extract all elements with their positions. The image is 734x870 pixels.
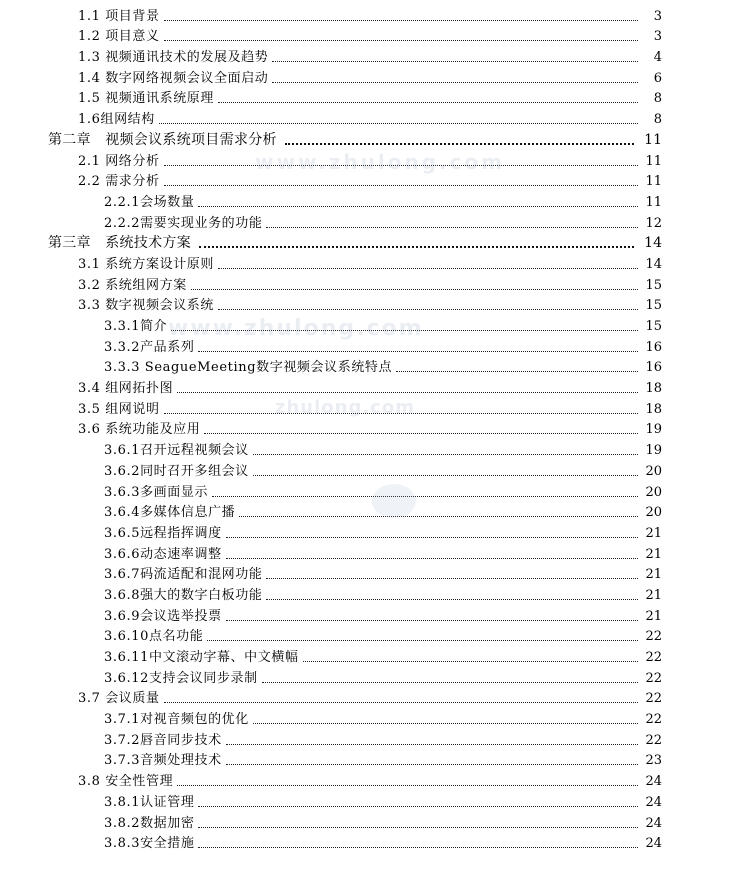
toc-entry[interactable] [0, 832, 734, 853]
toc-page-number: 11 [644, 131, 662, 148]
toc-dot-leader [164, 412, 638, 414]
toc-entry[interactable] [0, 149, 734, 170]
toc-dot-leader [159, 122, 638, 124]
toc-entry-title: 3.7.1对视音频包的优化 [104, 712, 249, 728]
toc-page-number: 23 [645, 753, 662, 769]
toc-entry[interactable] [0, 294, 734, 315]
toc-entry-title: 3.8.3安全措施 [104, 836, 195, 852]
toc-entry-title: 3.6.9会议选举投票 [104, 608, 222, 624]
toc-entry-title: 3.4 组网拓扑图 [78, 381, 174, 397]
toc-entry-title: 3.2 系统组网方案 [78, 277, 187, 293]
toc-dot-leader [177, 391, 638, 393]
toc-dot-leader [171, 329, 638, 331]
toc-dot-leader [226, 557, 638, 559]
toc-page-number: 21 [645, 525, 662, 541]
toc-page-number: 15 [645, 277, 662, 293]
toc-entry-title: 3.6 系统功能及应用 [78, 422, 201, 438]
toc-entry[interactable] [0, 480, 734, 501]
toc-page-number: 24 [645, 794, 662, 810]
toc-entry-title: 3.6.10点名功能 [104, 629, 204, 645]
toc-entry[interactable] [0, 170, 734, 191]
toc-page-number: 24 [645, 836, 662, 852]
toc-entry-title: 3.7 会议质量 [78, 691, 160, 707]
toc-entry[interactable] [0, 335, 734, 356]
toc-page-number: 11 [645, 194, 662, 210]
toc-entry-title: 3.3 数字视频会议系统 [78, 298, 215, 314]
toc-dot-leader [262, 681, 638, 683]
toc-page-number: 11 [645, 153, 662, 169]
toc-dot-leader [164, 164, 638, 166]
toc-entry[interactable] [0, 790, 734, 811]
toc-page-number: 21 [645, 546, 662, 562]
watermark-text: www.zhulong.com [255, 150, 506, 174]
toc-dot-leader [212, 495, 638, 497]
toc-dot-leader [266, 226, 638, 228]
toc-entry[interactable] [0, 397, 734, 418]
toc-entry-title: 3.3.2产品系列 [104, 339, 195, 355]
toc-chapter-entry[interactable] [0, 232, 734, 253]
toc-dot-leader [253, 474, 638, 476]
toc-entry[interactable] [0, 252, 734, 273]
toc-dot-leader [164, 701, 638, 703]
toc-dot-leader [285, 142, 634, 145]
toc-page-number: 19 [645, 422, 662, 438]
toc-entry-title: 3.6.11中文滚动字幕、中文横幅 [104, 650, 299, 665]
toc-entry[interactable] [0, 687, 734, 708]
toc-page-number: 15 [645, 298, 662, 314]
toc-dot-leader [253, 453, 638, 455]
toc-page-number: 22 [645, 732, 662, 748]
toc-entry-title: 2.1 网络分析 [78, 153, 160, 169]
toc-page-number: 14 [645, 256, 662, 272]
toc-dot-leader [239, 515, 638, 517]
toc-dot-leader [253, 722, 638, 724]
toc-page-number: 4 [653, 50, 662, 66]
toc-dot-leader [218, 308, 638, 310]
toc-entry[interactable] [0, 604, 734, 625]
toc-page-number: 20 [645, 484, 662, 500]
toc-entry-title: 3.6.6动态速率调整 [104, 546, 222, 562]
toc-dot-leader [204, 432, 638, 434]
toc-entry-title: 3.3.1简介 [104, 319, 168, 334]
toc-chapter-entry[interactable] [0, 128, 734, 149]
toc-entry-title: 3.6.4多媒体信息广播 [104, 505, 236, 521]
toc-entry[interactable] [0, 728, 734, 749]
toc-page-number: 16 [645, 339, 662, 355]
toc-page-number: 22 [645, 650, 662, 665]
toc-dot-leader [226, 763, 638, 765]
toc-dot-leader [164, 39, 638, 41]
watermark-logo-icon [372, 484, 416, 518]
toc-dot-leader [198, 826, 638, 828]
toc-entry-title: 3.6.5远程指挥调度 [104, 525, 222, 541]
toc-page-number: 21 [645, 587, 662, 603]
toc-dot-leader [303, 660, 638, 662]
toc-entry[interactable] [0, 66, 734, 87]
toc-page-number: 22 [645, 712, 662, 728]
toc-entry[interactable] [0, 376, 734, 397]
toc-dot-leader [164, 184, 638, 186]
toc-page-number: 6 [653, 70, 662, 86]
toc-dot-leader [218, 101, 638, 103]
toc-entry-title: 3.6.2同时召开多组会议 [104, 463, 249, 479]
toc-entry-title: 1.1 项目背景 [78, 8, 160, 24]
toc-entry[interactable] [0, 438, 734, 459]
toc-entry-title: 第二章 视频会议系统项目需求分析 [48, 131, 277, 148]
toc-dot-leader [199, 245, 634, 248]
toc-entry[interactable] [0, 811, 734, 832]
toc-entry[interactable] [0, 749, 734, 770]
toc-page-number: 8 [653, 91, 662, 107]
toc-page-number: 20 [645, 463, 662, 479]
toc-entry-title: 3.3.3 SeagueMeeting数字视频会议系统特点 [104, 360, 393, 376]
toc-page-number: 16 [645, 360, 662, 376]
toc-dot-leader [396, 370, 638, 372]
toc-dot-leader [177, 784, 638, 786]
toc-page-number: 22 [645, 691, 662, 707]
toc-page-number: 12 [645, 215, 662, 231]
toc-page-number: 14 [644, 235, 662, 252]
toc-entry-title: 2.2.1会场数量 [104, 194, 195, 210]
toc-page-number: 8 [653, 112, 662, 128]
toc-entry-title: 3.6.3多画面显示 [104, 484, 209, 500]
toc-dot-leader [191, 288, 638, 290]
toc-page-number: 22 [645, 670, 662, 686]
toc-entry-title: 3.1 系统方案设计原则 [78, 256, 215, 272]
toc-entry-title: 第三章 系统技术方案 [48, 235, 191, 252]
toc-entry-title: 3.7.3音频处理技术 [104, 753, 222, 769]
toc-page-number: 21 [645, 608, 662, 624]
toc-entry[interactable] [0, 25, 734, 46]
toc-entry-title: 3.7.2唇音同步技术 [104, 732, 222, 748]
toc-dot-leader [272, 60, 638, 62]
toc-dot-leader [266, 577, 638, 579]
toc-entry-title: 3.6.12支持会议同步录制 [104, 670, 258, 686]
toc-entry[interactable] [0, 769, 734, 790]
toc-entry-title: 1.3 视频通讯技术的发展及趋势 [78, 50, 269, 66]
toc-page-number: 24 [645, 774, 662, 790]
toc-dot-leader [164, 19, 638, 21]
toc-entry[interactable] [0, 190, 734, 211]
toc-entry-title: 3.8 安全性管理 [78, 774, 174, 790]
toc-page-number: 3 [653, 8, 662, 24]
toc-entry[interactable] [0, 45, 734, 66]
toc-entry[interactable] [0, 314, 734, 335]
watermark-text: www.zhulong.com [168, 316, 424, 341]
toc-entry[interactable] [0, 418, 734, 439]
toc-entry-title: 3.8.1认证管理 [104, 794, 195, 810]
toc-entry[interactable] [0, 707, 734, 728]
toc-page-number: 11 [645, 174, 662, 190]
toc-dot-leader [198, 350, 638, 352]
toc-dot-leader [272, 81, 638, 83]
toc-entry-title: 1.4 数字网络视频会议全面启动 [78, 70, 269, 86]
toc-dot-leader [198, 846, 638, 848]
toc-entry[interactable] [0, 501, 734, 522]
toc-entry[interactable] [0, 107, 734, 128]
toc-entry-title: 3.8.2数据加密 [104, 815, 195, 831]
toc-dot-leader [207, 639, 638, 641]
toc-entry[interactable] [0, 273, 734, 294]
toc-entry[interactable] [0, 563, 734, 584]
toc-page-number: 22 [645, 629, 662, 645]
toc-dot-leader [226, 536, 638, 538]
toc-entry[interactable] [0, 625, 734, 646]
toc-entry[interactable] [0, 521, 734, 542]
toc-page-number: 21 [645, 567, 662, 583]
table-of-contents [0, 4, 734, 852]
toc-page-number: 24 [645, 815, 662, 831]
toc-entry[interactable] [0, 666, 734, 687]
toc-dot-leader [218, 267, 638, 269]
toc-entry[interactable] [0, 356, 734, 377]
toc-entry[interactable] [0, 4, 734, 25]
toc-page-number: 18 [645, 401, 662, 417]
toc-page-number: 19 [645, 443, 662, 459]
toc-entry[interactable] [0, 542, 734, 563]
toc-entry-title: 1.5 视频通讯系统原理 [78, 91, 215, 107]
toc-page-number: 15 [645, 319, 662, 334]
toc-entry-title: 3.6.8强大的数字白板功能 [104, 587, 263, 603]
toc-entry-title: 2.2.2需要实现业务的功能 [104, 215, 263, 231]
toc-entry-title: 1.6组网结构 [78, 112, 155, 128]
toc-entry[interactable] [0, 87, 734, 108]
toc-entry[interactable] [0, 459, 734, 480]
toc-entry[interactable] [0, 583, 734, 604]
toc-page-number: 18 [645, 381, 662, 397]
toc-page-number: 3 [653, 29, 662, 45]
toc-entry[interactable] [0, 645, 734, 666]
toc-entry-title: 3.5 组网说明 [78, 401, 160, 417]
toc-entry-title: 2.2 需求分析 [78, 174, 160, 190]
toc-dot-leader [226, 619, 638, 621]
toc-entry[interactable] [0, 211, 734, 232]
toc-entry-title: 1.2 项目意义 [78, 29, 160, 45]
toc-entry-title: 3.6.1召开远程视频会议 [104, 443, 249, 459]
watermark-text: zhulong.com [275, 397, 415, 418]
toc-dot-leader [198, 205, 638, 207]
toc-dot-leader [226, 743, 638, 745]
toc-dot-leader [198, 805, 638, 807]
toc-entry-title: 3.6.7码流适配和混网功能 [104, 567, 263, 583]
toc-page-number: 20 [645, 505, 662, 521]
toc-dot-leader [266, 598, 638, 600]
